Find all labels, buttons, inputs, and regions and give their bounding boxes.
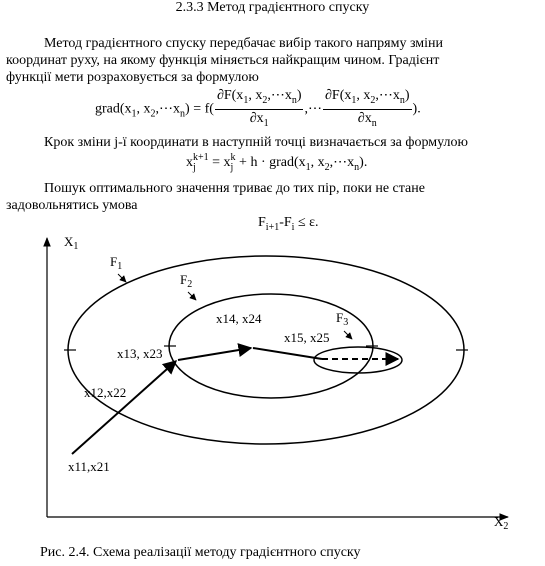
point-label-5: x15, x25 bbox=[284, 330, 330, 345]
fc-tail: ≤ ε. bbox=[294, 215, 319, 230]
fs-close: ). bbox=[359, 155, 368, 171]
fraction-1: $\frac{\partial F(x_1, x_2,\cdots x_n)}{\partial x_1}$ bbox=[216, 88, 302, 129]
pointer-f1 bbox=[118, 274, 126, 282]
pointer-f2 bbox=[188, 292, 196, 300]
fs-mid: , x bbox=[310, 155, 325, 171]
fg-lhs-mid: , x bbox=[136, 101, 151, 117]
text: Крок зміни j-ї координати в наступній точці визначається за формулою bbox=[44, 135, 468, 150]
fs-end: ,⋯x bbox=[329, 155, 355, 171]
fg-den2: ∂x bbox=[357, 110, 372, 126]
fg-num2: ∂F(x bbox=[324, 88, 352, 103]
fc-minus: -F bbox=[279, 215, 292, 230]
paragraph-3-line-2: задовольнятись умова bbox=[6, 198, 138, 213]
fs-sup2: k bbox=[230, 152, 236, 163]
label-f1 bbox=[110, 254, 122, 272]
fg-num1-end: ,⋯x bbox=[267, 88, 292, 103]
point-label-2: x12,x22 bbox=[84, 385, 127, 400]
label-f3 bbox=[336, 310, 348, 328]
x-axis-label-main: X bbox=[494, 514, 504, 529]
fs-eq: = x bbox=[208, 155, 231, 171]
point-label-3: x13, x23 bbox=[117, 346, 163, 361]
y-axis-label-main: X bbox=[64, 234, 74, 249]
label-f3-main: F bbox=[336, 310, 344, 325]
label-f2-main: F bbox=[180, 272, 188, 287]
step-2-arrow bbox=[178, 348, 251, 360]
fg-sep: ,⋯ bbox=[304, 101, 322, 117]
fg-lhs-end: ,⋯x bbox=[155, 101, 181, 117]
step-formula: x k+1 j = x k j + $h \cdot grad(x_1$, $x_2,\cdots x_n$). bbox=[186, 152, 368, 174]
text: Пошук оптимального значення триває до тих пір, поки не стане bbox=[44, 181, 425, 196]
fg-lhs: grad(x bbox=[95, 101, 132, 117]
fs-sup1: k+1 bbox=[193, 152, 209, 163]
gradient-formula: $grad(x_1$, $x_2,\cdots x_n) = f$( $\frac{\partial F(x_1, x_2,\cdots x_n)}{\partial x_1}$ ,⋯ $\frac{\partial F(x_1, x_2,\cdots x_n)}{\partial x_n}$ ). bbox=[95, 88, 421, 129]
paragraph-1-line-2: координат руху, на якому функція міняється найкращим чином. Градієнт bbox=[6, 53, 440, 68]
point-label-4: x14, x24 bbox=[216, 311, 262, 326]
label-f2 bbox=[180, 272, 192, 290]
fraction-2: $\frac{\partial F(x_1, x_2,\cdots x_n)}{\partial x_n}$ bbox=[324, 88, 410, 129]
fg-num2-end: ,⋯x bbox=[375, 88, 400, 103]
fs-rest: + h · grad(x bbox=[235, 155, 306, 171]
fg-num1-mid: , x bbox=[248, 88, 263, 103]
label-f1-main: F bbox=[110, 254, 118, 269]
figure-caption: Рис. 2.4. Схема реалізації методу градієнтного спуску bbox=[40, 545, 361, 560]
y-axis-label bbox=[64, 234, 78, 252]
y-axis-label-sub: 1 bbox=[73, 241, 79, 252]
paragraph-1-line-3: функції мети розраховується за формулою bbox=[6, 70, 259, 85]
fg-eq: ) = f( bbox=[185, 101, 214, 117]
section-heading: 2.3.3 Метод градієнтного спуску bbox=[175, 0, 370, 15]
label-f2-sub: 2 bbox=[187, 279, 193, 290]
fs-sub1: j bbox=[193, 162, 196, 173]
point-label-1: x11,x21 bbox=[68, 459, 110, 474]
x-axis-label-sub: 2 bbox=[503, 521, 509, 532]
step-3-line bbox=[253, 348, 322, 359]
step-1-arrow bbox=[72, 361, 176, 454]
fc-sub1: i+1 bbox=[265, 221, 280, 233]
fg-num2-mid: , x bbox=[356, 88, 371, 103]
fs-sub2: j bbox=[230, 162, 234, 173]
fg-tail: ). bbox=[412, 101, 421, 117]
fs-x: x bbox=[186, 155, 193, 171]
text: Метод градієнтного спуску передбачає вибір такого напряму зміни bbox=[44, 36, 444, 51]
label-f1-sub: 1 bbox=[117, 261, 123, 272]
fg-den1: ∂x bbox=[249, 110, 264, 126]
fc-f: F bbox=[258, 215, 266, 230]
fg-num1: ∂F(x bbox=[216, 88, 244, 103]
fc-sub2: i bbox=[291, 221, 295, 233]
label-f3-sub: 3 bbox=[343, 317, 349, 328]
pointer-f3 bbox=[344, 331, 352, 339]
